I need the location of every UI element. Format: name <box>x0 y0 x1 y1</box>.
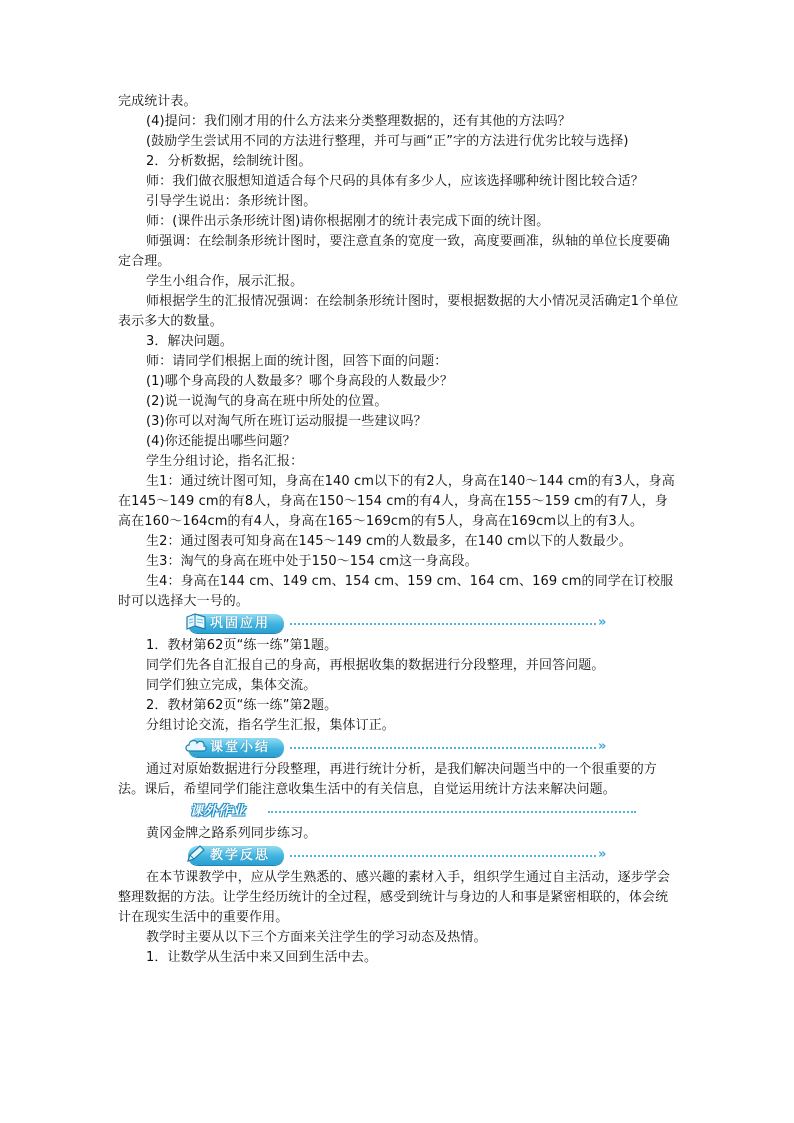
section-title: 课堂小结 <box>210 740 271 755</box>
paragraph: 生3：淘气的身高在班中处于150～154 cm这一身高段。 <box>146 554 478 569</box>
paragraph: 3．解决问题。 <box>146 334 233 349</box>
paragraph: 教学时主要从以下三个方面来关注学生的学习动态及热情。 <box>146 930 487 945</box>
paragraph: 生2：通过图表可知身高在145～149 cm的人数最多，在140 cm以下的人数最少。 <box>146 534 632 549</box>
document-body <box>118 92 680 968</box>
paragraph: (2)说一说淘气的身高在班中所处的位置。 <box>146 394 388 409</box>
section-badge <box>188 738 284 757</box>
pencil-icon <box>184 843 208 865</box>
paragraph: 师根据学生的汇报情况强调：在绘制条形统计图时，要根据数据的大小情况灵活确定1个单位表示多大的数量。 <box>118 294 679 329</box>
paragraph: 同学们独立完成，集体交流。 <box>146 678 317 693</box>
paragraph: 生4：身高在144 cm、149 cm、154 cm、159 cm、164 cm、169 cm的同学在订校服时可以选择大一号的。 <box>118 574 674 609</box>
paragraph: 1．教材第62页“练一练”第1题。 <box>146 638 338 653</box>
paragraph: (鼓励学生尝试用不同的方法进行整理，并可与画“正”字的方法进行优劣比较与选择) <box>146 134 629 149</box>
paragraph: 生1：通过统计图可知，身高在140 cm以下的有2人，身高在140～144 cm的有3人，身高在145～149 cm的有8人，身高在150～154 cm的有4人，身高在155～159 cm的有7人，身高在160～164cm的有4人，身高在165～169cm的有5人，身高在169cm以上的有3人。 <box>118 474 675 529</box>
paragraph: 2．教材第62页“练一练”第2题。 <box>146 698 338 713</box>
section-header-reflection <box>118 845 680 867</box>
section-title: 课外作业 <box>190 804 247 819</box>
paragraph: 师：我们做衣服想知道适合每个尺码的具体有多少人，应该选择哪种统计图比较合适？ <box>146 174 644 189</box>
paragraph: (1)哪个身高段的人数最多？哪个身高段的人数最少？ <box>146 374 453 389</box>
section-header-summary <box>118 737 680 759</box>
paragraph: 学生分组讨论，指名汇报： <box>146 454 304 469</box>
section-badge <box>188 802 262 821</box>
paragraph: (3)你可以对淘气所在班订运动服提一些建议吗？ <box>146 414 427 429</box>
book-icon <box>184 611 208 633</box>
paragraph: (4)提问：我们刚才用的什么方法来分类整理数据的，还有其他的方法吗？ <box>146 114 571 129</box>
section-badge <box>188 614 284 633</box>
paragraph: (4)你还能提出哪些问题？ <box>146 434 296 449</box>
paragraph: 学生小组合作，展示汇报。 <box>146 274 304 289</box>
dotted-divider <box>290 747 596 749</box>
paragraph: 完成统计表。 <box>118 94 197 109</box>
section-title: 教学反思 <box>210 848 271 863</box>
cloud-icon <box>184 735 208 757</box>
dotted-divider <box>290 623 596 625</box>
section-header-consolidate <box>118 613 680 635</box>
paragraph: 1．让数学从生活中来又回到生活中去。 <box>146 950 378 965</box>
paragraph: 在本节课教学中，应从学生熟悉的、感兴趣的素材入手，组织学生通过自主活动，逐步学会整理数据的方法。让学生经历统计的全过程，感受到统计与身边的人和事是紧密相联的，体会统计在现实生活中的重要作用。 <box>118 870 671 925</box>
double-chevron-icon: » <box>598 739 605 754</box>
dotted-divider <box>290 855 596 857</box>
double-chevron-icon: » <box>598 615 605 630</box>
paragraph: 黄冈金牌之路系列同步练习。 <box>146 826 317 841</box>
paragraph: 分组讨论交流，指名学生汇报，集体订正。 <box>146 718 395 733</box>
paragraph: 师：(课件出示条形统计图)请你根据刚才的统计表完成下面的统计图。 <box>146 214 550 229</box>
paragraph: 师：请同学们根据上面的统计图，回答下面的问题： <box>146 354 448 369</box>
section-title: 巩固应用 <box>210 616 271 631</box>
section-header-homework <box>118 801 680 823</box>
paragraph: 通过对原始数据进行分段整理，再进行统计分析，是我们解决问题当中的一个很重要的方法。课后，希望同学们能注意收集生活中的有关信息，自觉运用统计方法来解决问题。 <box>118 762 657 797</box>
double-chevron-icon: » <box>598 847 605 862</box>
paragraph: 同学们先各自汇报自己的身高，再根据收集的数据进行分段整理，并回答问题。 <box>146 658 605 673</box>
paragraph: 2．分析数据，绘制统计图。 <box>146 154 312 169</box>
paragraph: 引导学生说出：条形统计图。 <box>146 194 317 209</box>
paragraph: 师强调：在绘制条形统计图时，要注意直条的宽度一致，高度要画准，纵轴的单位长度要确定合理。 <box>118 234 671 269</box>
dotted-divider <box>268 811 636 813</box>
section-badge <box>188 846 284 865</box>
